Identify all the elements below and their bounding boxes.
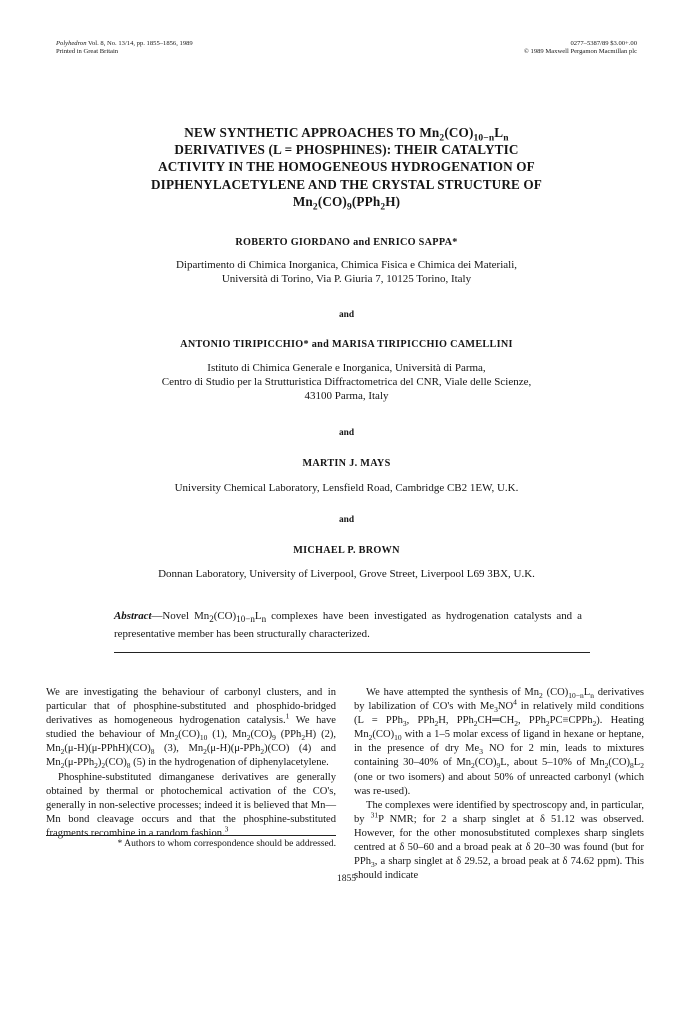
body-text: L — [583, 687, 591, 698]
affiliation-line: Centro di Studio per la Strutturistica Diffractometrica del CNR, Viale delle Scienze, — [161, 376, 532, 389]
and-separator: and — [338, 310, 355, 320]
affiliation-line: Dipartimento di Chimica Inorganica, Chimica Fisica e Chimica dei Materiali, — [175, 259, 517, 271]
subscript: 2 — [246, 733, 251, 743]
paragraph — [354, 799, 644, 884]
author-names: MICHAEL P. BROWN — [293, 545, 400, 556]
title-text: (CO) — [444, 125, 474, 140]
body-text: L — [633, 757, 641, 769]
affiliation-line: University Chemical Laboratory, Lensfield Road, Cambridge CB2 1EW, U.K. — [174, 482, 519, 494]
subscript: 2 — [604, 761, 609, 771]
body-text: derivatives by labilization of CO's with Me — [354, 687, 644, 713]
body-text: (CO) — [250, 729, 273, 741]
body-text: We are investigating the behaviour of carbonyl clusters, and in particular that of phosphine-substituted and phosphido-bridged derivatives as homogeneous hydrogenation catalysis. — [46, 687, 336, 727]
affiliation-line: Donnan Laboratory, University of Liverpool, Grove Street, Liverpool L69 3BX, U.K. — [158, 568, 535, 580]
abstract-subscript: 2 — [209, 614, 214, 625]
issn-copyright — [524, 40, 637, 56]
paragraph — [46, 771, 336, 841]
subscript: 3 — [402, 719, 407, 729]
subscript: 9 — [496, 761, 501, 771]
body-text: in relatively mild conditions (L = PPh — [354, 701, 644, 727]
body-text: CH═CH — [477, 715, 515, 727]
isotope-superscript: 31 — [370, 810, 379, 820]
reference-mark: 1 — [285, 711, 290, 721]
body-text: (CO) — [372, 729, 395, 741]
body-text: (μ-H)(μ-PPhH)(CO) — [64, 743, 151, 755]
right-column — [354, 686, 644, 883]
subscript: 2 — [434, 719, 439, 729]
author-names: MARTIN J. MAYS — [302, 458, 391, 469]
subscript: 2 — [592, 719, 597, 729]
body-text: Phosphine-substituted dimanganese derivatives are generally obtained by thermal or photochemical activation of the CO's, generally in non-selective processes; indeed it is believed that Mn—Mn bond cleavage occurs and that the phosphine-substituted fragments recombine in a random fashion. — [46, 771, 336, 839]
subscript: 2 — [368, 733, 373, 743]
reference-mark: 3 — [224, 824, 229, 834]
abstract-text: complexes have been investigated as hydrogenation catalysts and a representative member has been structurally characterized. — [114, 610, 583, 640]
author-affiliation — [40, 258, 653, 286]
abstract-text: —Novel Mn — [151, 610, 210, 622]
body-text: (CO) — [542, 687, 569, 698]
affiliation-line: Università di Torino, Via P. Giuria 7, 10125 Torino, Italy — [221, 273, 472, 286]
body-text: (PPh — [275, 729, 302, 741]
body-text: (CO) — [474, 757, 497, 769]
subscript: 3 — [479, 747, 483, 757]
issn-code: 0277–5387/89 $3.00+.00 — [570, 40, 637, 47]
body-text: We have attempted the synthesis of Mn — [366, 687, 540, 698]
subscript: 10−n — [568, 691, 584, 701]
subscript: 2 — [60, 761, 65, 771]
reference-mark: 4 — [513, 697, 517, 707]
title-subscript: 2 — [312, 202, 318, 213]
abstract-subscript: 10−n — [236, 614, 255, 625]
body-text: with a 1–5 molar excess of ligand in hexane or heptane, in the presence of dry Me — [354, 729, 644, 755]
affiliation-line: 43100 Parma, Italy — [304, 390, 389, 403]
paragraph — [46, 686, 336, 771]
subscript: 3 — [494, 705, 498, 715]
subscript: 2 — [101, 761, 106, 771]
author-names: ANTONIO TIRIPICCHIO* and MARISA TIRIPICCHIO CAMELLINI — [180, 339, 513, 350]
subscript: 2 — [514, 719, 519, 729]
author-names: ROBERTO GIORDANO and ENRICO SAPPA* — [235, 237, 458, 248]
body-text: (CO) — [105, 757, 127, 769]
title-line: ACTIVITY IN THE HOMOGENEOUS HYDROGENATION OF — [158, 159, 535, 175]
subscript: 2 — [94, 761, 98, 771]
subscript: 10 — [199, 733, 208, 743]
body-text: (5) in the hydrogenation of diphenylacetylene. — [130, 757, 329, 769]
body-text: , PPh — [518, 715, 546, 727]
abstract-divider — [114, 652, 590, 653]
body-text: We have studied the behaviour of Mn — [46, 715, 336, 741]
subscript: 9 — [272, 733, 276, 743]
journal-name: Polyhedron — [56, 40, 87, 47]
subscript: 2 — [174, 733, 179, 743]
printed-in: Printed in Great Britain — [56, 48, 119, 56]
abstract-text: (CO) — [213, 610, 237, 622]
subscript: 2 — [473, 719, 478, 729]
title-text: H) — [385, 193, 401, 209]
and-separator: and — [338, 515, 355, 525]
subscript: n — [590, 691, 594, 701]
author-affiliation — [40, 361, 653, 404]
body-text: H, PPh — [438, 715, 474, 727]
subscript: 8 — [630, 761, 634, 771]
subscript: 2 — [301, 733, 306, 743]
abstract-text: L — [254, 610, 262, 622]
body-text: )(CO) (4) and Mn — [46, 743, 336, 769]
body-text: NO for 2 min, leads to mixtures containing 30–40% of Mn — [354, 743, 644, 769]
copyright-line: © 1989 Maxwell Pergamon Macmillan plc — [523, 48, 637, 56]
abstract-subscript: n — [261, 614, 267, 625]
subscript: 2 — [539, 691, 543, 701]
body-text: (one or two isomers) and about 50% of unreacted carbonyl (which was re-used). — [354, 771, 644, 797]
body-text: H) (2), Mn — [46, 729, 336, 755]
journal-citation — [56, 40, 193, 56]
title-subscript: 10−n — [473, 133, 495, 144]
subscript: 2 — [203, 747, 207, 757]
paragraph — [354, 686, 644, 799]
body-text: (CO) — [608, 757, 631, 769]
footnote-divider — [46, 835, 336, 836]
body-text: , a sharp singlet at δ 29.52, a broad peak at δ 74.62 ppm). This should indicate — [354, 856, 644, 882]
subscript: 2 — [640, 761, 644, 771]
title-text: NEW SYNTHETIC APPROACHES TO Mn — [184, 125, 440, 140]
body-text: ) — [97, 757, 102, 769]
subscript: 8 — [126, 761, 131, 771]
subscript: 2 — [471, 761, 475, 771]
body-text: P NMR; for 2 a sharp singlet at δ 51.12 was observed. However, for the other monosubstituted complexes sharp singlets centred at δ 50–60 and a broad peak at δ 20–30 was found (but for PPh — [354, 813, 644, 868]
title-text: (PPh — [351, 193, 381, 209]
body-text: (3), Mn — [154, 743, 204, 755]
abstract-label: Abstract — [114, 610, 152, 622]
body-text: (μ-PPh — [64, 757, 95, 769]
body-text: The complexes were identified by spectroscopy and, in particular, by — [354, 799, 644, 825]
title-line: DIPHENYLACETYLENE AND THE CRYSTAL STRUCTURE OF — [150, 176, 543, 192]
paper-title — [40, 124, 653, 213]
body-text: , PPh — [406, 715, 435, 727]
title-line: DERIVATIVES (L = PHOSPHINES): THEIR CATALYTIC — [174, 142, 519, 158]
subscript: 10 — [394, 733, 402, 743]
subscript: 2 — [60, 747, 65, 757]
title-subscript: n — [503, 133, 509, 144]
author-affiliation — [40, 567, 653, 581]
title-subscript: 2 — [439, 133, 445, 144]
subscript: 8 — [150, 747, 155, 757]
subscript: 2 — [260, 747, 265, 757]
body-text: (1), Mn — [207, 729, 247, 741]
volume-info: Vol. 8, No. 13/14, pp. 1855–1856, 1989 — [86, 40, 193, 47]
title-text: Mn — [292, 193, 313, 209]
body-text: ). Heating Mn — [354, 715, 644, 741]
subscript: 2 — [545, 719, 550, 729]
abstract — [114, 609, 582, 641]
body-text: NO — [497, 701, 514, 713]
body-text: PC≡CPPh — [549, 715, 593, 727]
left-column — [46, 686, 336, 841]
body-text: (CO) — [178, 729, 200, 741]
correspondence-footnote: * Authors to whom correspondence should be addressed. — [117, 838, 336, 849]
title-text: (CO) — [317, 193, 347, 209]
affiliation-line: Istituto di Chimica Generale e Inorganica, Università di Parma, — [207, 362, 486, 374]
title-subscript: 2 — [380, 202, 386, 213]
author-affiliation — [40, 481, 653, 495]
subscript: 3 — [371, 860, 375, 870]
title-subscript: 9 — [346, 202, 352, 213]
body-text: L, about 5–10% of Mn — [500, 757, 605, 769]
and-separator: and — [338, 428, 355, 438]
body-text: (μ-H)(μ-PPh — [206, 743, 261, 755]
page-number: 1855 — [336, 873, 357, 884]
title-text: L — [494, 125, 504, 140]
